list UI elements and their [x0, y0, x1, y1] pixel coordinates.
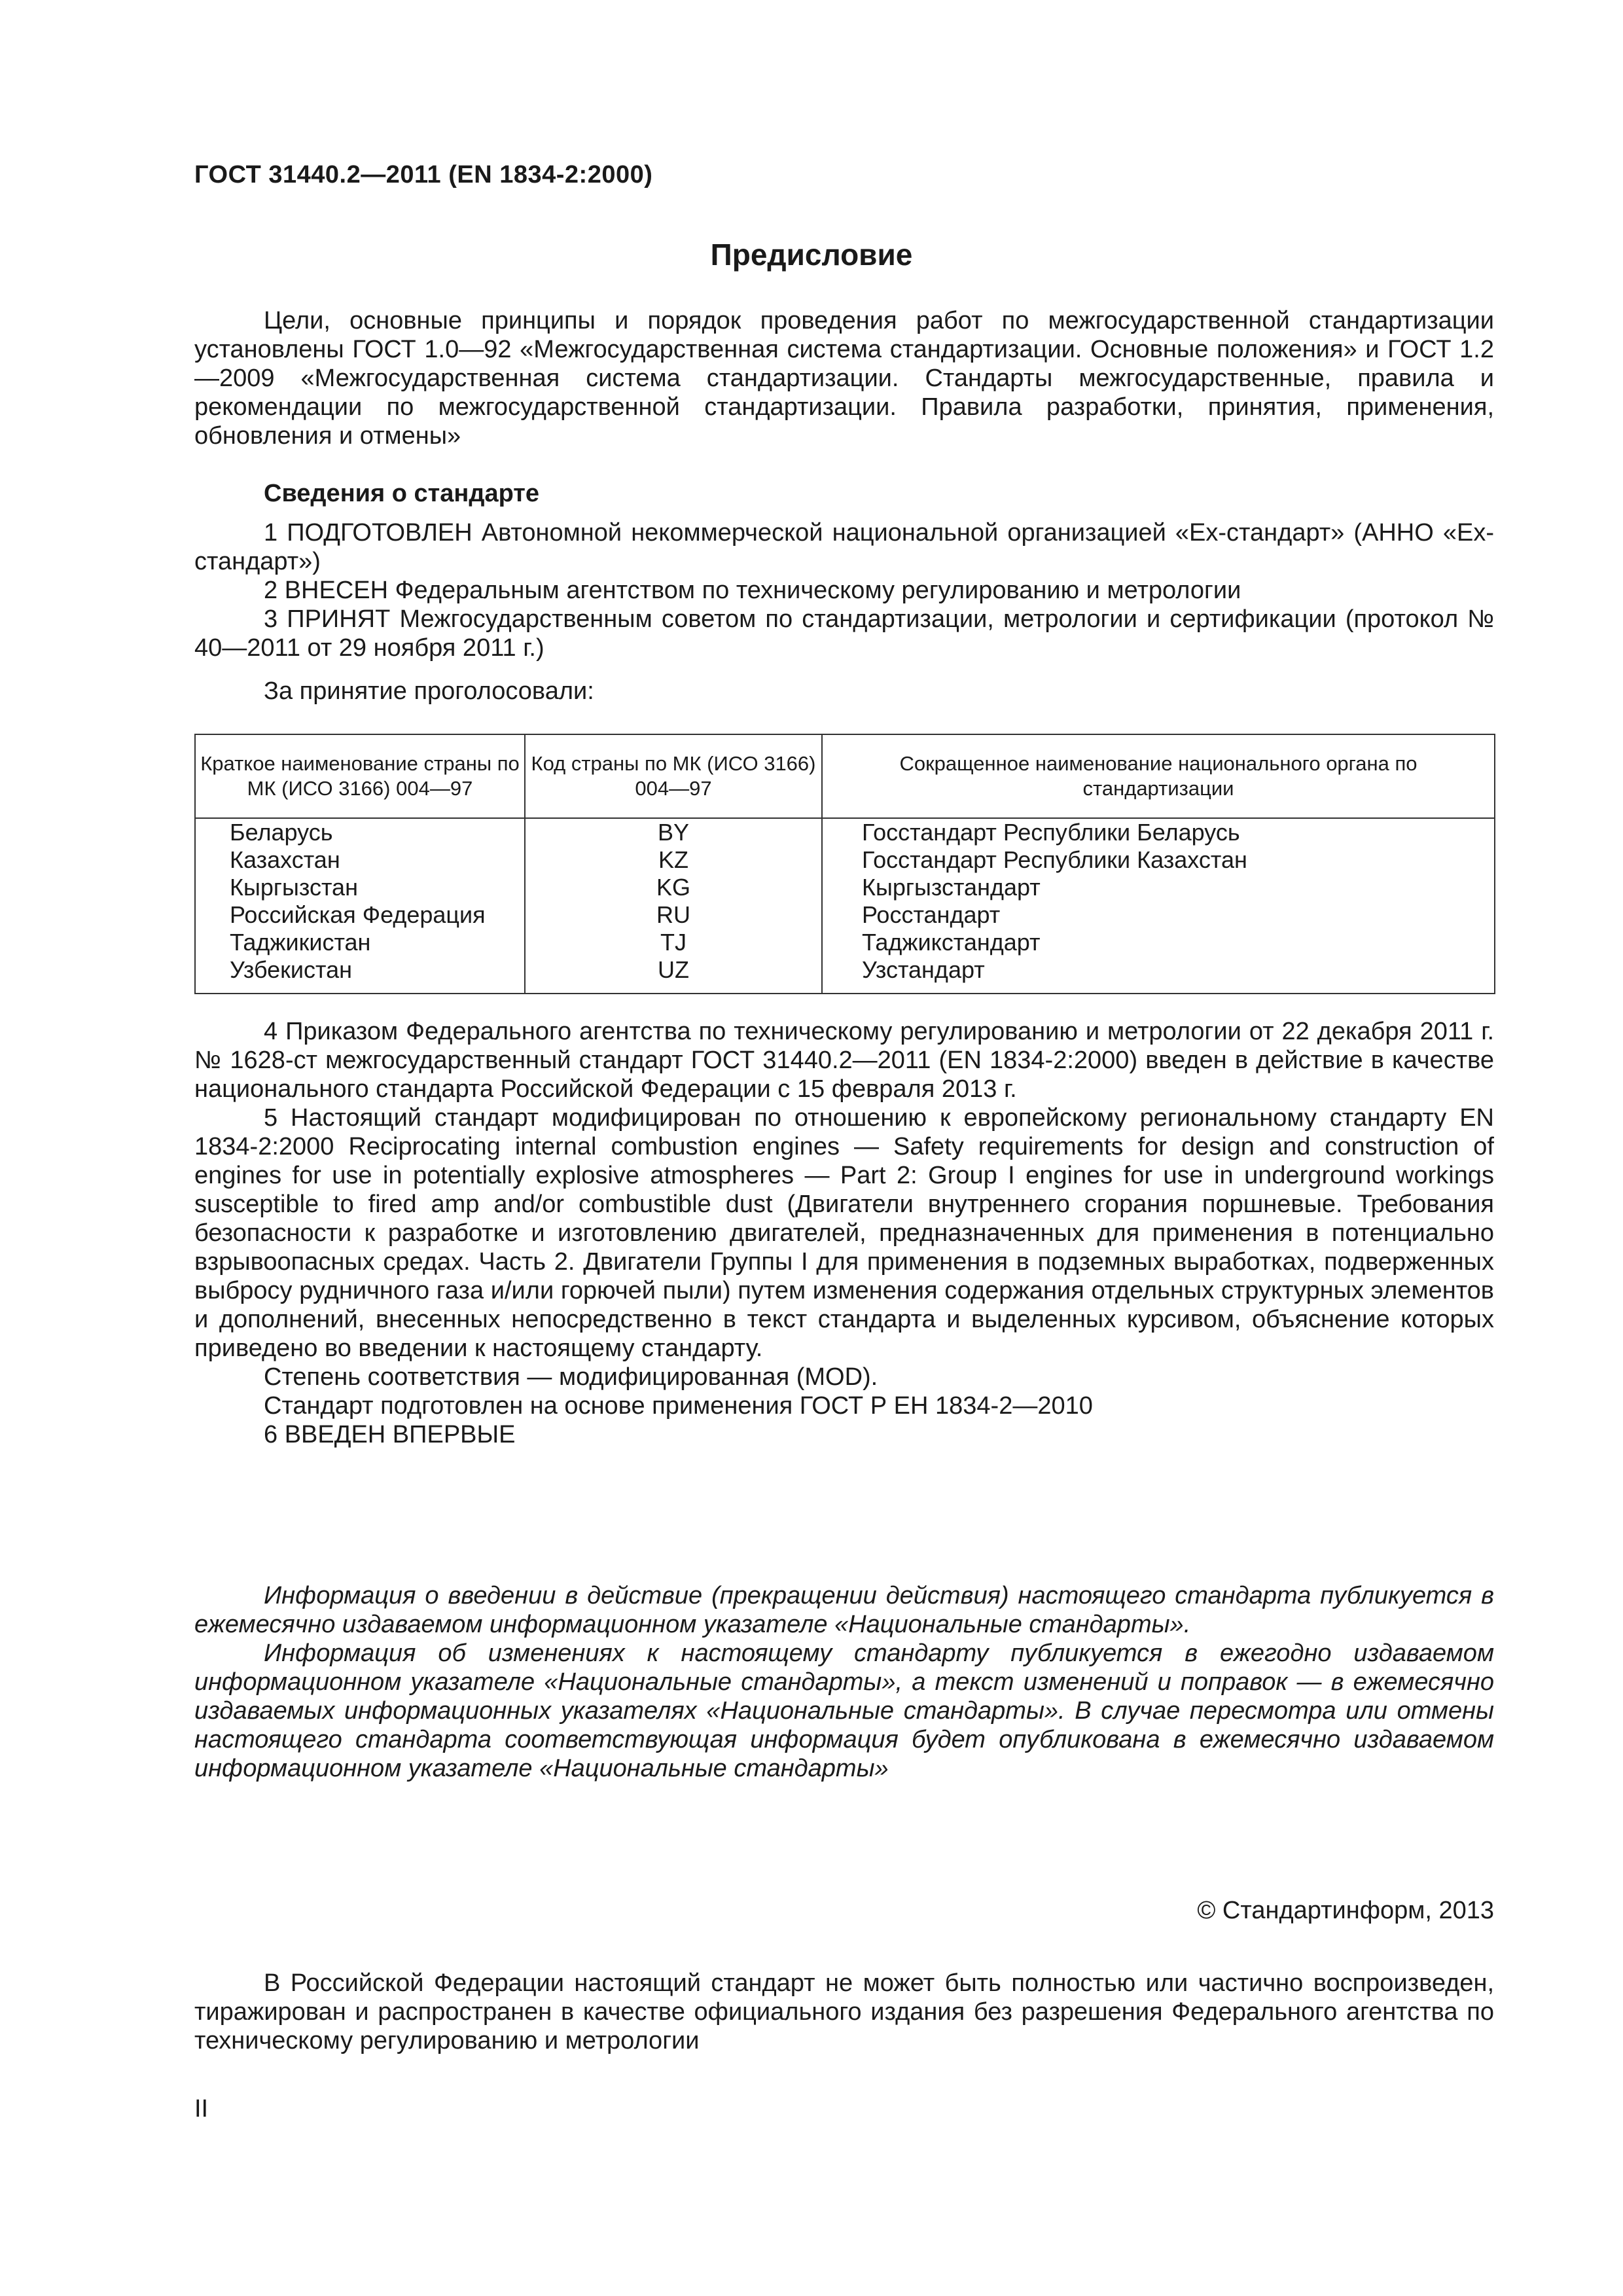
table-body-row — [195, 818, 1495, 994]
header-national-body: Сокращенное наименование национального органа по стандартизации — [822, 734, 1495, 818]
table-cell: Российская Федерация — [230, 901, 486, 928]
item-3: 3 ПРИНЯТ Межгосударственным советом по стандартизации, метрологии и сертификации (протокол № 40—2011 от 29 ноября 2011 г.) — [194, 605, 1494, 662]
table-cell: BY — [657, 819, 690, 846]
country-names-cell — [195, 818, 525, 994]
item-1: 1 ПОДГОТОВЛЕН Автономной некоммерческой национальной организацией «Ех-стандарт» (АННО «Ех-стандарт») — [194, 519, 1494, 575]
table-cell: Беларусь — [230, 819, 333, 846]
items-after-block — [194, 1017, 1494, 1449]
table-cell: TJ — [660, 929, 687, 956]
conformity-degree: Степень соответствия — модифицированная (MOD). — [264, 1363, 878, 1391]
table-cell: Узбекистан — [230, 956, 353, 983]
restriction-paragraph: В Российской Федерации настоящий стандарт не может быть полностью или частично воспроизведен, тиражирован и распространен в качестве официального издания без разрешения Федерального агентства по техническому регулированию и метрологии — [194, 1969, 1494, 2054]
table-cell: Казахстан — [230, 846, 340, 873]
voting-table — [194, 734, 1495, 994]
prepared-basis: Стандарт подготовлен на основе применения ГОСТ Р ЕН 1834-2—2010 — [264, 1392, 1093, 1420]
copyright: © Стандартинформ, 2013 — [1197, 1897, 1494, 1924]
table-cell: Госстандарт Республики Беларусь — [862, 819, 1240, 846]
table-cell: UZ — [658, 956, 689, 983]
notice-block — [194, 1581, 1494, 1783]
notice-paragraph-2: Информация об изменениях к настоящему стандарту публикуется в ежегодно издаваемом информационном указателе «Национальные стандарты», а текст изменений и поправок — в ежемесячно издаваемых информационных указателях «Национальные стандарты». В случае пересмотра или отмены настоящего стандарта соответствующая информация будет опубликована в ежемесячно издаваемом информационном указателе «Национальные стандарты» — [194, 1640, 1494, 1782]
info-block — [194, 479, 1494, 706]
notice-paragraph-1: Информация о введении в действие (прекращении действия) настоящего стандарта публикуется в ежемесячно издаваемом информационном указателе «Национальные стандарты». — [194, 1582, 1494, 1638]
restriction-block — [194, 1969, 1494, 2055]
table-cell: KZ — [658, 846, 688, 873]
table-cell: Кыргызстандарт — [862, 874, 1041, 901]
document-id: ГОСТ 31440.2—2011 (EN 1834-2:2000) — [194, 161, 653, 188]
item-5: 5 Настоящий стандарт модифицирован по отношению к европейскому региональному стандарту EN 1834-2:2000 Reciprocating internal combustion engines — Safety requirements for design and construction of engines for use in potentially explosive atmospheres — Part 2: Group I engines for use in underground workings susceptible to fired amp and/or combustible dust (Двигатели внутреннего сгорания поршневые. Требования безопасности к разработке и изготовлению двигателей, предназначенных для применения в потенциально взрывоопасных средах. Часть 2. Двигатели Группы I для применения в подземных выработках, подверженных выбросу рудничного газа и/или горючей пыли) путем изменения содержания отдельных структурных элементов и дополнений, внесенных непосредственно в текст стандарта и выделенных курсивом, объяснение которых приведено во введении к настоящему стандарту. — [194, 1104, 1494, 1362]
page-number: II — [194, 2095, 209, 2123]
header-country-code: Код страны по МК (ИСО 3166) 004—97 — [525, 734, 822, 818]
national-bodies-cell — [822, 818, 1495, 994]
table-cell: Кыргызстан — [230, 874, 358, 901]
table-cell: Таджикстандарт — [862, 929, 1041, 956]
table-cell: KG — [656, 874, 690, 901]
header-country-name: Краткое наименование страны по МК (ИСО 3166) 004—97 — [195, 734, 525, 818]
page-title: Предисловие — [710, 238, 913, 272]
table-cell: Росстандарт — [862, 901, 1001, 928]
intro-paragraph: Цели, основные принципы и порядок проведения работ по межгосударственной стандартизации установлены ГОСТ 1.0—92 «Межгосударственная система стандартизации. Основные положения» и ГОСТ 1.2—2009 «Межгосударственная система стандартизации. Стандарты межгосударственные, правила и рекомендации по межгосударственной стандартизации. Правила разработки, принятия, применения, обновления и отмены» — [194, 307, 1494, 450]
info-heading: Сведения о стандарте — [264, 480, 540, 507]
item-6: 6 ВВЕДЕН ВПЕРВЫЕ — [264, 1421, 516, 1448]
table-cell: Узстандарт — [862, 956, 985, 983]
intro-block — [194, 306, 1494, 450]
country-codes-cell — [525, 818, 822, 994]
item-2: 2 ВНЕСЕН Федеральным агентством по техническому регулированию и метрологии — [264, 577, 1241, 604]
item-4: 4 Приказом Федерального агентства по техническому регулированию и метрологии от 22 декабря 2011 г. № 1628-ст межгосударственный стандарт ГОСТ 31440.2—2011 (EN 1834-2:2000) введен в действие в качестве национального стандарта Российской Федерации с 15 февраля 2013 г. — [194, 1018, 1494, 1103]
table-cell: RU — [656, 901, 690, 928]
voted-label: За принятие проголосовали: — [264, 677, 594, 705]
table-cell: Госстандарт Республики Казахстан — [862, 846, 1247, 873]
table-cell: Таджикистан — [230, 929, 371, 956]
table-header-row — [195, 734, 1495, 818]
